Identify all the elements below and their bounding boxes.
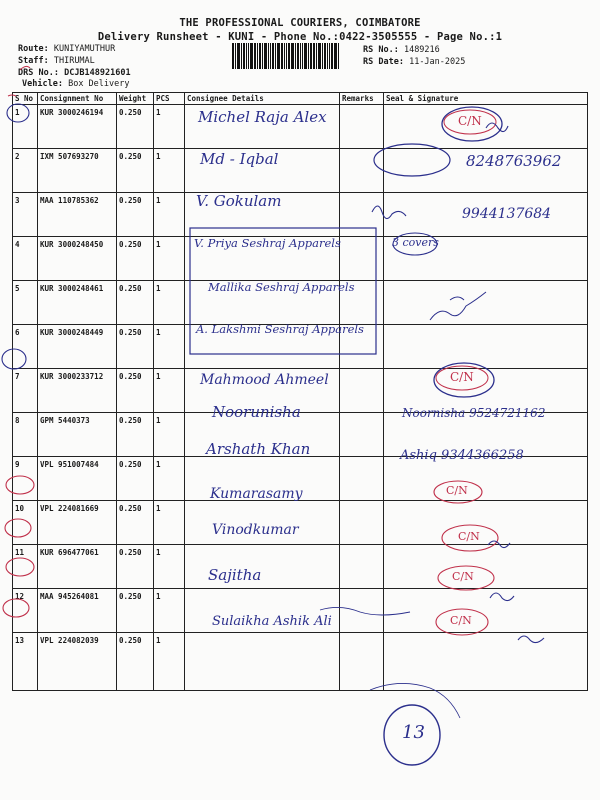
cell-pcs: 1 (154, 281, 185, 325)
signature-circle (374, 144, 450, 176)
cell-sno: 11 (13, 545, 38, 589)
cn-stamp-label: C/N (450, 614, 472, 627)
page-scribble (370, 683, 460, 718)
signature-scribble (430, 292, 486, 320)
runsheet-subtitle: Delivery Runsheet - KUNI - Phone No.:0422-3505555 - Page No.:1 (97, 31, 503, 43)
company-title: THE PROFESSIONAL COURIERS, COIMBATORE (179, 17, 421, 29)
staff-value: THIRUMAL (53, 56, 95, 66)
cell-sno: 5 (13, 281, 38, 325)
rs-date-value: 11-Jan-2025 (409, 57, 466, 67)
col-sno: S No (13, 93, 38, 105)
sno-circle (6, 558, 34, 576)
cn-stamp-label: C/N (458, 530, 480, 543)
cell-sno: 10 (13, 501, 38, 545)
cell-consignment: KUR 3000248461 (38, 281, 117, 325)
rs-no-label: RS No.: (363, 45, 399, 55)
cell-pcs: 1 (154, 149, 185, 193)
cell-consignment: MAA 110785362 (38, 193, 117, 237)
cell-sno: 4 (13, 237, 38, 281)
cell-consignment: GPM 5440373 (38, 413, 117, 457)
handwritten-consignee: A. Lakshmi Seshraj Apparels (196, 322, 364, 336)
cell-weight: 0.250 (117, 457, 154, 501)
sno-circle (5, 519, 31, 537)
handwritten-note: 3 covers (392, 236, 439, 249)
cell-weight: 0.250 (117, 325, 154, 369)
cell-weight: 0.250 (117, 193, 154, 237)
handwritten-consignee: Sajitha (208, 566, 262, 584)
sno-circle (2, 349, 26, 369)
cell-pcs: 1 (154, 457, 185, 501)
col-consignment: Consignment No (38, 93, 117, 105)
cell-pcs: 1 (154, 545, 185, 589)
cell-consignment: KUR 3000246194 (38, 105, 117, 149)
cell-sno: 8 (13, 413, 38, 457)
total-count: 13 (402, 722, 425, 743)
col-consignee: Consignee Details (185, 93, 340, 105)
cell-consignment: VPL 951007484 (38, 457, 117, 501)
rs-no-value: 1489216 (403, 45, 440, 55)
cell-weight: 0.250 (117, 501, 154, 545)
vehicle-label: Vehicle: (22, 79, 63, 89)
cell-sno: 12 (13, 589, 38, 633)
note-circle (393, 233, 437, 255)
cell-weight: 0.250 (117, 545, 154, 589)
staff-label: Staff: (18, 56, 49, 66)
signature-scribble (488, 541, 544, 643)
cell-pcs: 1 (154, 105, 185, 149)
handwritten-consignee: Kumarasamy (210, 486, 303, 502)
cell-sno: 6 (13, 325, 38, 369)
handwritten-receiver: Noornisha 9524721162 (402, 406, 546, 420)
sno-circle (7, 104, 29, 122)
handwritten-consignee: Michel Raja Alex (198, 108, 327, 126)
handwritten-phone: 8248763962 (466, 152, 562, 170)
signature-scribble (320, 607, 410, 615)
cell-sno: 1 (13, 105, 38, 149)
cn-stamp-label: C/N (452, 570, 474, 583)
cell-consignment: VPL 224081669 (38, 501, 117, 545)
cell-consignment: KUR 696477061 (38, 545, 117, 589)
cell-weight: 0.250 (117, 633, 154, 691)
cell-pcs: 1 (154, 325, 185, 369)
cell-pcs: 1 (154, 501, 185, 545)
handwritten-receiver: Ashiq 9344366258 (400, 448, 524, 463)
cell-weight: 0.250 (117, 589, 154, 633)
vehicle-value: Box Delivery (68, 79, 130, 89)
sno-circle (3, 599, 29, 617)
cell-sno: 7 (13, 369, 38, 413)
handwritten-consignee: Mallika Seshraj Apparels (208, 280, 355, 294)
handwritten-consignee: Sulaikha Ashik Ali (212, 614, 332, 629)
margin-scribble (8, 66, 30, 96)
col-remarks: Remarks (340, 93, 384, 105)
consignee-group-box (190, 228, 376, 354)
cell-weight: 0.250 (117, 281, 154, 325)
cell-consignment: MAA 945264081 (38, 589, 117, 633)
cell-pcs: 1 (154, 589, 185, 633)
cell-weight: 0.250 (117, 237, 154, 281)
sno-circle (6, 476, 34, 494)
cell-pcs: 1 (154, 193, 185, 237)
cell-pcs: 1 (154, 369, 185, 413)
cell-weight: 0.250 (117, 149, 154, 193)
col-weight: Weight (117, 93, 154, 105)
cn-stamp-label: C/N (458, 114, 482, 128)
cn-stamp-label: C/N (450, 370, 474, 384)
handwritten-consignee: Arshath Khan (206, 440, 311, 458)
cell-consignment: KUR 3000233712 (38, 369, 117, 413)
handwritten-phone: 9944137684 (462, 206, 552, 222)
cell-consignment: IXM 507693270 (38, 149, 117, 193)
cell-sno: 2 (13, 149, 38, 193)
col-pcs: PCS (154, 93, 185, 105)
cell-sno: 3 (13, 193, 38, 237)
handwritten-consignee: V. Priya Seshraj Apparels (194, 236, 341, 250)
cell-pcs: 1 (154, 413, 185, 457)
cell-sno: 13 (13, 633, 38, 691)
cell-weight: 0.250 (117, 369, 154, 413)
cell-weight: 0.250 (117, 413, 154, 457)
handwritten-consignee: V. Gokulam (196, 192, 282, 210)
drs-value: DCJB148921601 (64, 68, 131, 78)
drs-label: DRS No.: (18, 68, 59, 78)
col-seal: Seal & Signature (384, 93, 588, 105)
cell-pcs: 1 (154, 633, 185, 691)
rs-date-label: RS Date: (363, 57, 404, 67)
cell-pcs: 1 (154, 237, 185, 281)
handwritten-consignee: Md - Iqbal (200, 150, 279, 168)
handwritten-consignee: Noorunisha (212, 403, 301, 421)
cell-weight: 0.250 (117, 105, 154, 149)
handwritten-consignee: Mahmood Ahmeel (200, 372, 329, 388)
cell-sno: 9 (13, 457, 38, 501)
cell-consignment: VPL 224082039 (38, 633, 117, 691)
handwritten-consignee: Vinodkumar (212, 522, 299, 538)
route-label: Route: (18, 44, 49, 54)
cell-consignment: KUR 3000248449 (38, 325, 117, 369)
cn-stamp-label: C/N (446, 484, 468, 497)
cell-consignment: KUR 3000248450 (38, 237, 117, 281)
route-value: KUNIYAMUTHUR (53, 44, 116, 54)
